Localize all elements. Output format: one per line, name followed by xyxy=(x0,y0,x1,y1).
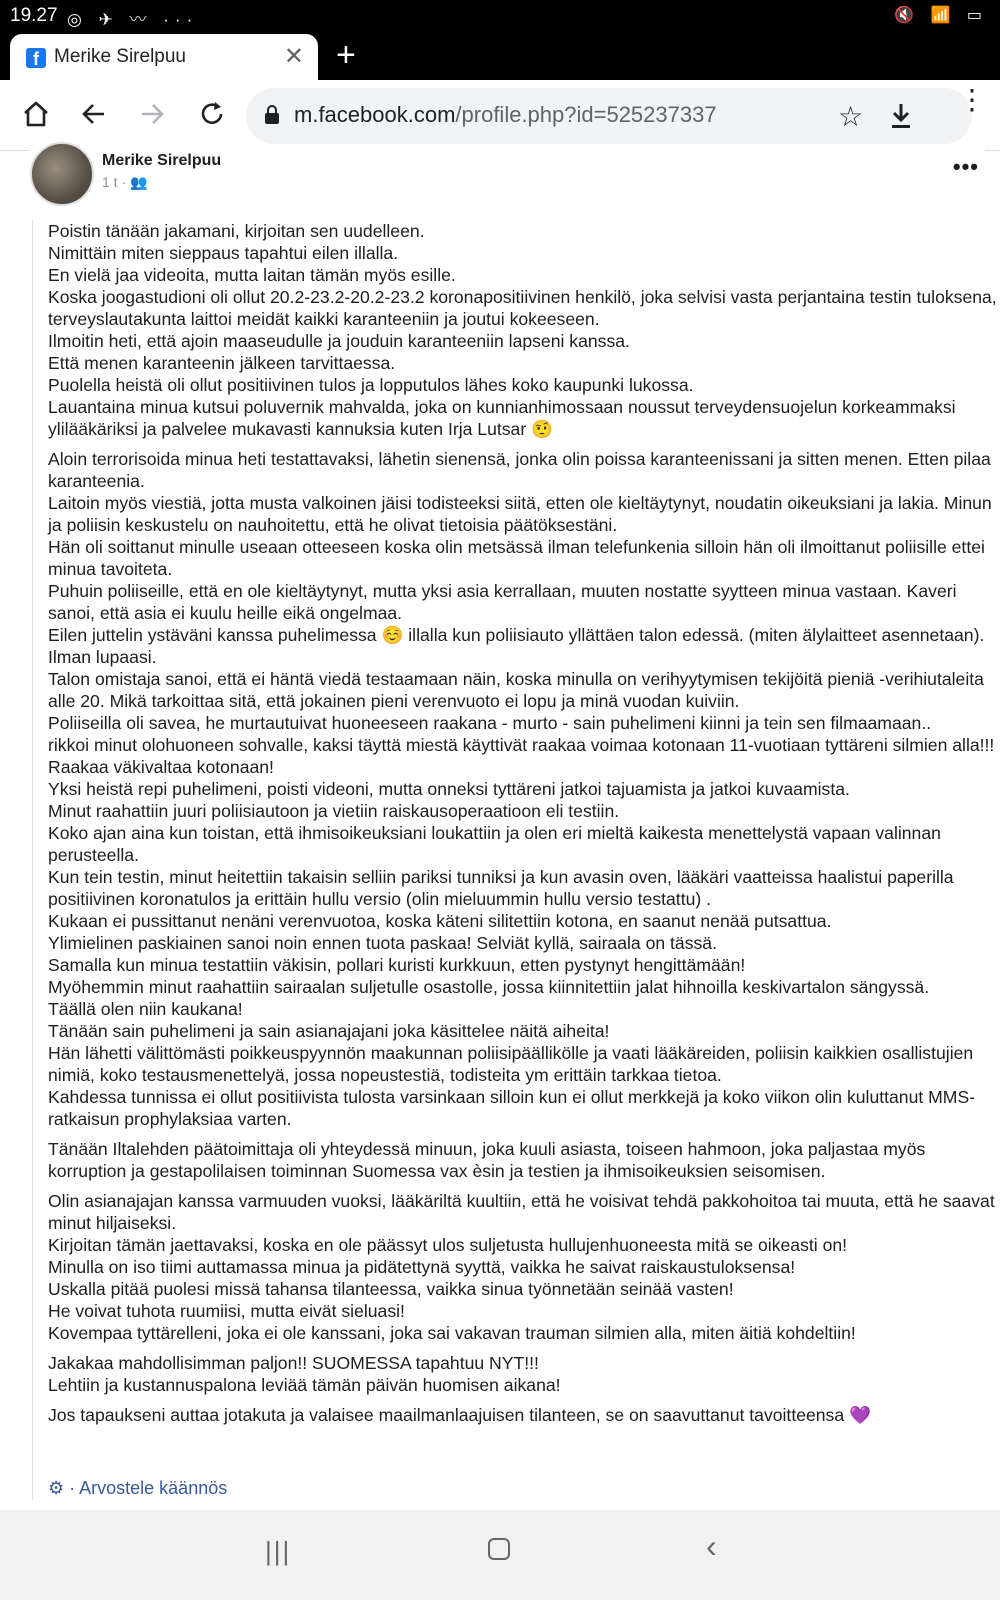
post-paragraph: Nimittäin miten sieppaus tapahtui eilen illalla. xyxy=(48,243,399,263)
post-paragraph: Puolella heistä oli ollut positiivinen tulos ja lopputulos lähes koko kaupunki lukossa. xyxy=(48,375,694,395)
post-paragraph: Tänään Iltalehden päätoimittaja oli yhteydessä minuun, joka kuuli asiasta, toiseen hahmoon, joka paljastaa myös korruption ja gestapolilaisen toiminnan Suomessa vax èsin ja testien ja ihmisoikeuksien seisomisen. xyxy=(48,1139,926,1181)
post-paragraph: Eilen juttelin ystäväni kanssa puhelimessa ☺️ illalla kun poliisiauto yllättäen talon edessä. (miten älylaitteet asennetaan). Ilman lupaasi. xyxy=(48,625,985,667)
reload-icon[interactable] xyxy=(196,98,228,130)
forward-arrow-icon[interactable] xyxy=(136,98,168,130)
back-arrow-icon[interactable] xyxy=(78,98,110,130)
rate-translation-link[interactable]: ⚙ · Arvostele käännös xyxy=(48,1478,228,1498)
post-body xyxy=(48,220,1000,1426)
post-paragraph: rikkoi minut olohuoneen sohvalle, kaksi täyttä miestä käyttivät raakaa voimaa kotonaan 11-vuotiaan tyttäreni silmien alla!!! Raakaa väkivaltaa kotonaan! xyxy=(48,735,995,777)
post-paragraph: Lauantaina minua kutsui poluvernik mahvalda, joka on kunnianhimossaan noussut terveydensuojelun korkeammaksi ylilääkäriksi ja palvelee mukavasti kannuksia kuten Irja Lutsar 🤨 xyxy=(48,397,956,439)
more-options-icon[interactable]: ••• xyxy=(952,154,979,179)
clock: 19.27 xyxy=(10,5,58,26)
post-paragraph: Täällä olen niin kaukana! xyxy=(48,999,243,1019)
post-paragraph: Poistin tänään jakamani, kirjoitan sen uudelleen. xyxy=(48,221,425,241)
post-paragraph: Talon omistaja sanoi, että ei häntä viedä testaamaan näin, koska minulla on verihyytymisen tekijöitä pieniä -verihiutaleita alle 20. Mikä tarkoittaa sitä, että jokainen pieni verenvuoto ei lopu ja minä vuodan kuiviin. xyxy=(48,669,984,711)
post-paragraph: Poliiseilla oli savea, he murtautuivat huoneeseen raakana - murto - sain puhelimeni kiinni ja tein sen filmaamaan.. xyxy=(48,713,932,733)
post-paragraph: Koko ajan aina kun toistan, että ihmisoikeuksiani loukattiin ja olen eri mieltä kaikesta menettelystä vapaan valinnan perusteella. xyxy=(48,823,941,865)
url-host: m.facebook.com xyxy=(294,102,456,127)
facebook-favicon-icon: f xyxy=(26,48,46,68)
avatar[interactable] xyxy=(30,142,94,206)
post-paragraph: Uskalla pitää puolesi missä tahansa tilanteessa, vaikka sinua työnnetään seinää vasten! xyxy=(48,1279,734,1299)
post-paragraph: Aloin terrorisoida minua heti testattavaksi, lähetin sienensä, jonka olin poissa karanteenissani ja sitten menen. Etten pilaa karanteenia. xyxy=(48,449,991,491)
facebook-post xyxy=(30,150,997,1510)
post-paragraph: En vielä jaa videoita, mutta laitan tämän myös esille. xyxy=(48,265,456,285)
post-paragraph: Myöhemmin minut raahattiin sairaalan suljetulle osastolle, jossa kiinnitettiin jalat hihnoilla keskivartalon sängyssä. xyxy=(48,977,930,997)
post-paragraph: Minulla on iso tiimi auttamassa minua ja pidätettynä syyttä, vaikka he saivat raiskaustuloksensa! xyxy=(48,1257,796,1277)
post-paragraph: Ilmoitin heti, että ajoin maaseudulle ja jouduin karanteeniin lapseni kanssa. xyxy=(48,331,630,351)
post-meta: 1 t · 👥 xyxy=(102,174,148,190)
system-icons: 🔇 📶 ▭ xyxy=(894,7,988,24)
recent-apps-icon[interactable]: ||| xyxy=(265,1536,292,1566)
post-paragraph: Puhuin poliiseille, että en ole kieltäytynyt, mutta yksi asia kerrallaan, muuten nostatte syytteen minua vastaan. Kaveri sanoi, että asia ei kuulu heille eikä ongelmaa. xyxy=(48,581,957,623)
browser-toolbar xyxy=(0,80,1000,151)
bookmark-star-icon[interactable]: ☆ xyxy=(838,101,864,132)
url-path: /profile.php?id=525237337 xyxy=(455,102,717,127)
post-paragraph: Olin asianajajan kanssa varmuuden vuoksi, lääkäriltä kuultiin, että he voisivat tehdä pakkohoitoa tai muuta, että he saavat minut hiljaiseksi. xyxy=(48,1191,995,1233)
download-icon[interactable] xyxy=(886,100,916,132)
browser-menu-icon[interactable]: ⋮ xyxy=(958,84,986,115)
lock-icon[interactable] xyxy=(264,105,280,125)
address-bar[interactable] xyxy=(246,88,972,144)
status-bar xyxy=(0,0,1000,34)
post-paragraph: Hän oli soittanut minulle useaan otteeseen koska olin metsässä ilman telefunkenia silloin hän oli ilmoittanut poliisille ettei minua tavoiteta. xyxy=(48,537,985,579)
close-tab-icon[interactable]: ✕ xyxy=(283,43,304,70)
browser-tab[interactable] xyxy=(10,34,318,80)
post-paragraph: Yksi heistä repi puhelimeni, poisti videoni, mutta onneksi tyttäreni jatkoi tajuamista ja jatkoi kuvaamista. xyxy=(48,779,850,799)
post-paragraph: Jakakaa mahdollisimman paljon!! SUOMESSA tapahtuu NYT!!! xyxy=(48,1353,539,1373)
post-paragraph: Minut raahattiin juuri poliisiautoon ja vietiin raiskausoperaatioon eli testiin. xyxy=(48,801,620,821)
post-paragraph: Kovempaa tyttärelleni, joka ei ole kanssani, joka sai vakavan trauman silmien alla, miten äitiä kohdeltiin! xyxy=(48,1323,856,1343)
new-tab-icon[interactable]: + xyxy=(336,36,356,74)
quote-divider xyxy=(32,220,33,1500)
post-paragraph: Jos tapaukseni auttaa jotakuta ja valaisee maailmanlaajuisen tilanteen, se on saavuttanut tavoitteensa 💜 xyxy=(48,1405,871,1425)
tab-strip xyxy=(0,34,1000,80)
post-paragraph: Kukaan ei pussittanut nenäni verenvuotoa, koska käteni silitettiin kotona, en saanut nenää putsattua. xyxy=(48,911,832,931)
post-paragraph: Lehtiin ja kustannuspalona leviää tämän päivän huomisen aikana! xyxy=(48,1375,561,1395)
url-text[interactable] xyxy=(294,102,717,128)
back-button-icon[interactable]: ‹ xyxy=(706,1528,717,1564)
post-paragraph: Kirjoitan tämän jaettavaksi, koska en ole päässyt ulos suljetusta hullujenhuoneesta mitä se oikeasti on! xyxy=(48,1235,848,1255)
tab-title: Merike Sirelpuu xyxy=(54,46,186,67)
post-paragraph: Että menen karanteenin jälkeen tarvittaessa. xyxy=(48,353,396,373)
post-paragraph: Ylimielinen paskiainen sanoi noin ennen tuota paskaa! Selviät kyllä, sairaala on tässä. xyxy=(48,933,717,953)
home-icon[interactable] xyxy=(20,98,52,130)
post-paragraph: Kun tein testin, minut heitettiin takaisin selliin pariksi tunniksi ja kun avasin oven, lääkäri vaatteissa haalistui paperilla positiivinen koronatulos ja erittäin hullu versio (olin mieluummin hullu versio testattu) . xyxy=(48,867,954,909)
post-paragraph: He voivat tuhota ruumiisi, mutta eivät sieluasi! xyxy=(48,1301,405,1321)
home-button-icon[interactable] xyxy=(488,1538,510,1560)
post-paragraph: Tänään sain puhelimeni ja sain asianajajani joka käsittelee näitä aiheita! xyxy=(48,1021,610,1041)
post-paragraph: Kahdessa tunnissa ei ollut positiivista tulosta varsinkaan silloin kun ei ollut merkkejä ja koko viikon olin kuluttanut MMS-ratkaisun prophylaksiaa varten. xyxy=(48,1087,976,1129)
post-paragraph: Hän lähetti välittömästi poikkeuspyynnön maakunnan poliisipäällikölle ja vaati lääkäreiden, poliisin kaikkien osallistujien nimiä, koko testausmenettelyä, jossa nopeustestiä, todisteita ym erittäin tarkkaa tietoa. xyxy=(48,1043,974,1085)
post-paragraph: Laitoin myös viestiä, jotta musta valkoinen jäisi todisteeksi siitä, etten ole kieltäytynyt, noudatin oikeuksiani ja lakia. Minun ja poliisin keskustelu on nauhoitettu, että he olivat tietoisia päätöksestäni. xyxy=(48,493,992,535)
post-author[interactable]: Merike Sirelpuu xyxy=(102,152,222,169)
post-paragraph: Koska joogastudioni oli ollut 20.2-23.2-20.2-23.2 koronapositiivinen henkilö, joka selvisi vasta perjantaina testin tuloksena, terveyslautakunta laittoi meidät kaikki karanteeniin ja joutui kokeeseen. xyxy=(48,287,997,329)
android-nav-bar xyxy=(0,1510,1000,1600)
notification-icons: ◎ ✈ 〰 ··· xyxy=(67,10,199,29)
post-paragraph: Samalla kun minua testattiin väkisin, pollari kuristi kurkkuun, etten pystynyt hengittämään! xyxy=(48,955,746,975)
